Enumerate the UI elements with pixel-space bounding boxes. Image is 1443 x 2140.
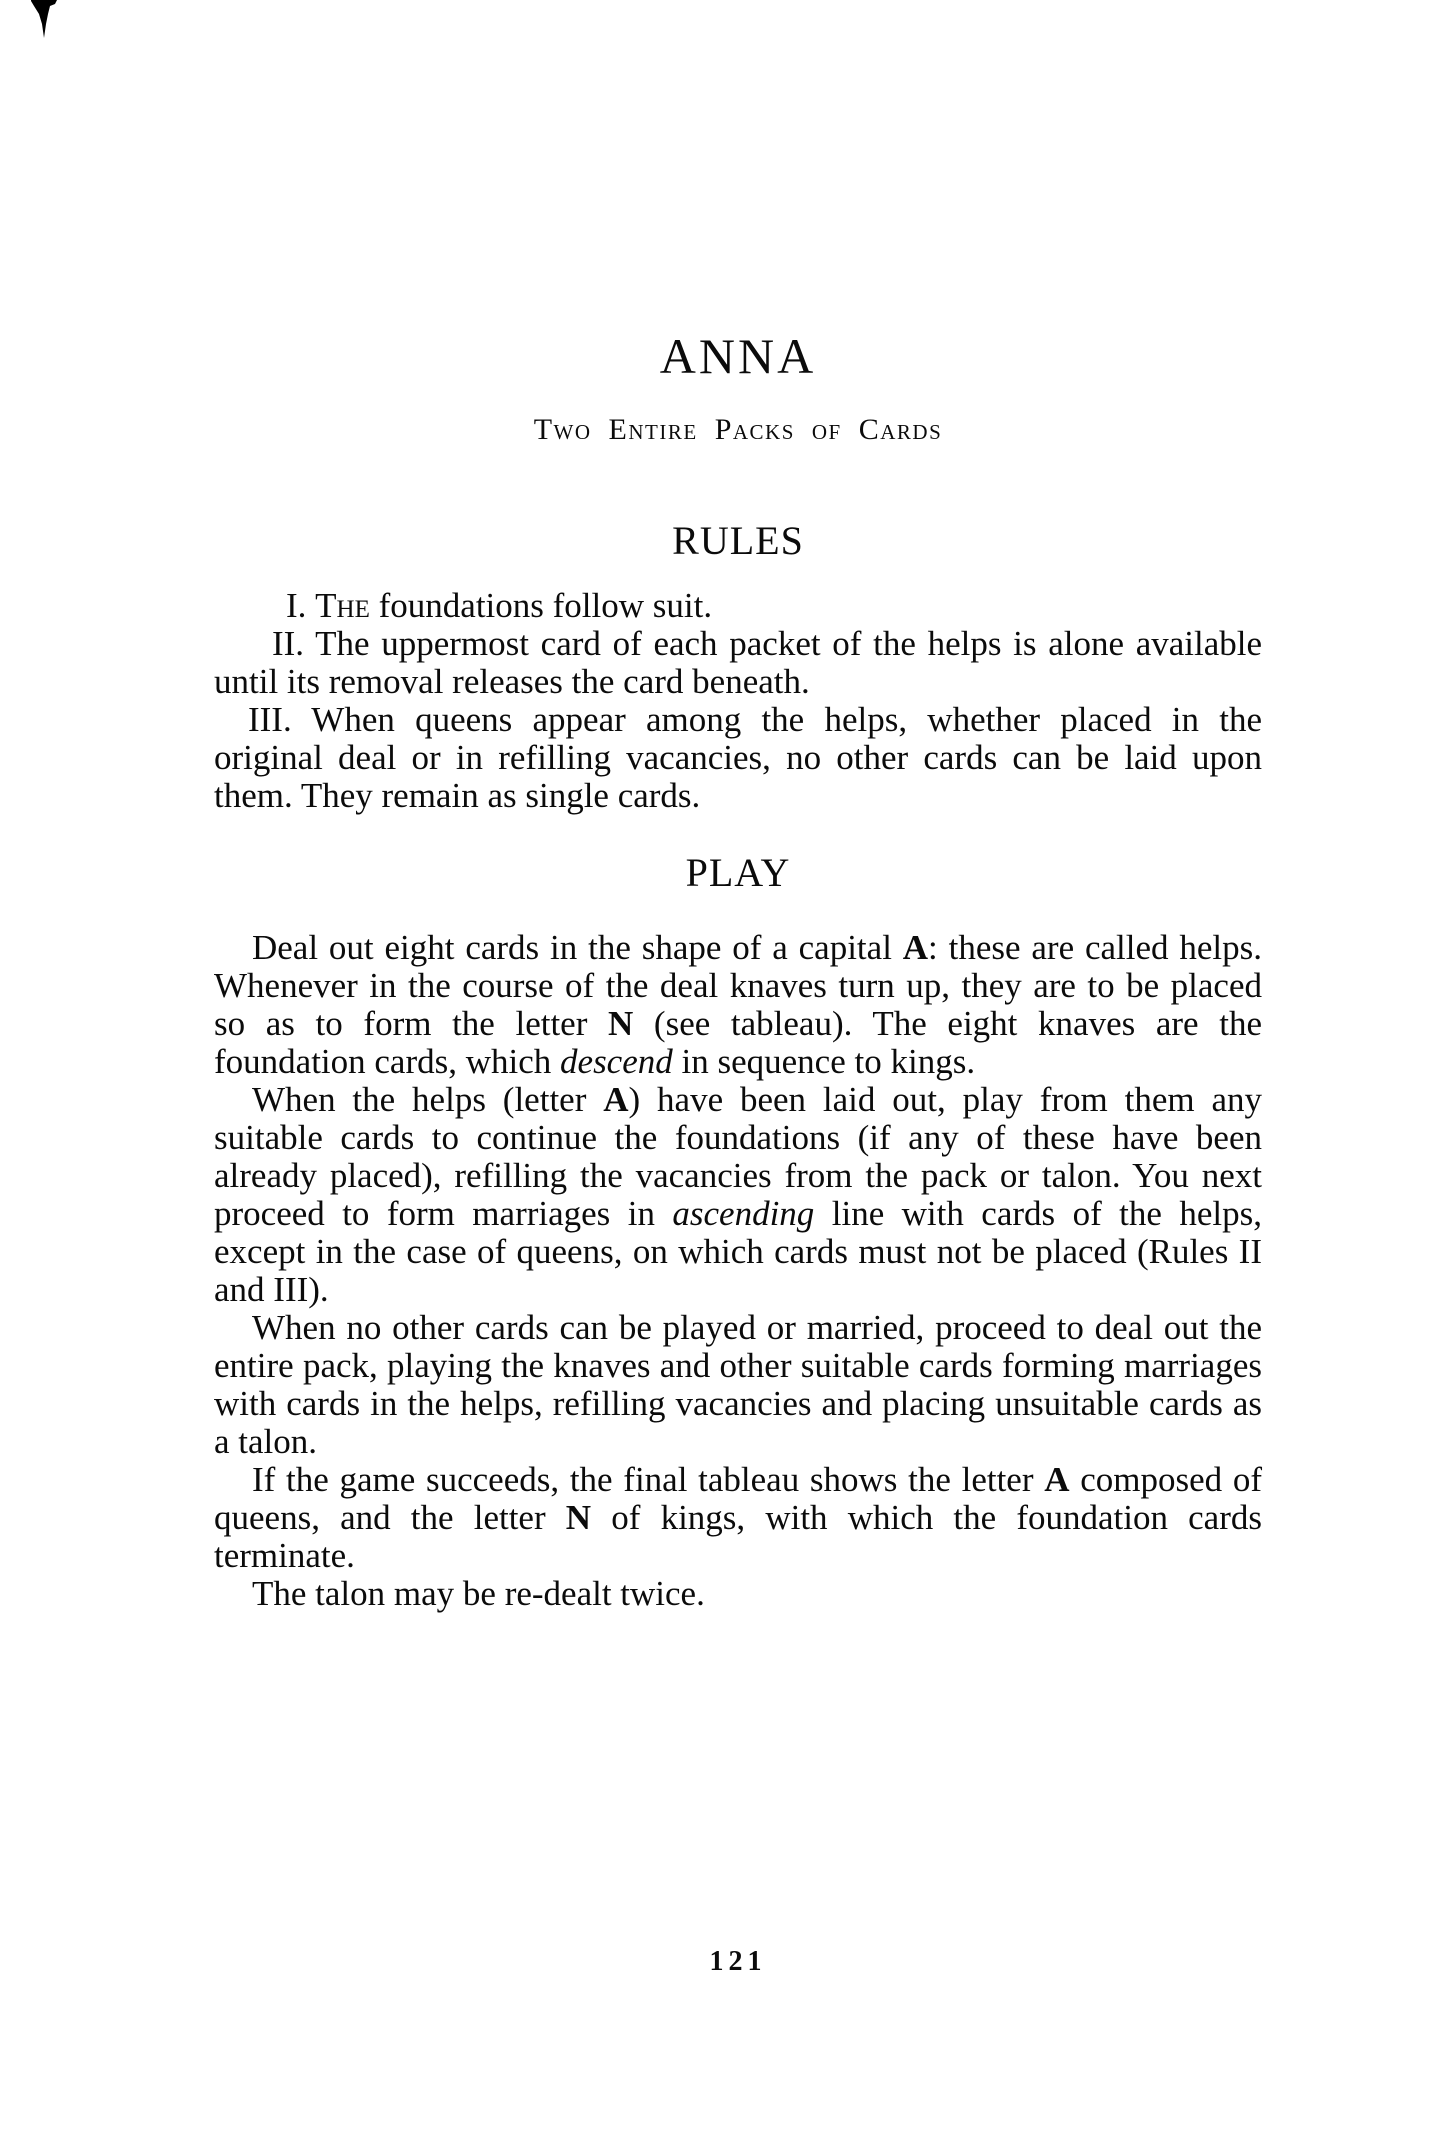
play-paragraph: The talon may be re-dealt twice. [252, 1574, 705, 1613]
play-paragraph: When the helps (letter A) have been laid out, play from them any suitable cards to continue the foundations (if any of these have been already placed), refilling the vacancies from the pack or talon. You next proceed to form marriages in ascending line with cards of the helps, except in the case of queens, on which cards must not be placed (Rules II and III). [214, 1080, 1263, 1309]
rules-heading: RULES [672, 518, 804, 563]
play-paragraphs [214, 929, 1262, 1613]
rule-item: II. The uppermost card of each packet of the helps is alone available until its removal releases the card beneath. [214, 624, 1262, 701]
page-subtitle: Two Entire Packs of Cards [533, 413, 943, 446]
play-heading: PLAY [685, 850, 791, 895]
play-paragraph: When no other cards can be played or married, proceed to deal out the entire pack, playing the knaves and other suitable cards forming marriages with cards in the helps, refilling vacancies and placing unsuitable cards as a talon. [214, 1308, 1262, 1461]
rule-item: III. When queens appear among the helps, whether placed in the original deal or in refilling vacancies, no other cards can be laid upon them. They remain as single cards. [214, 700, 1262, 815]
page-title: ANNA [659, 328, 817, 384]
rules-list [214, 587, 1262, 815]
rule-item: I. The foundations follow suit. [286, 586, 713, 625]
ink-blot-mark [0, 0, 70, 45]
play-paragraph: If the game succeeds, the final tableau shows the letter A composed of queens, and the letter N of kings, with which the foundation cards terminate. [214, 1460, 1262, 1575]
play-paragraph: Deal out eight cards in the shape of a capital A: these are called helps. Whenever in the course of the deal knaves turn up, they are to be placed so as to form the letter N (see tableau). The eight knaves are the foundation cards, which descend in sequence to kings. [214, 928, 1262, 1081]
page-number: 121 [709, 1946, 767, 1977]
